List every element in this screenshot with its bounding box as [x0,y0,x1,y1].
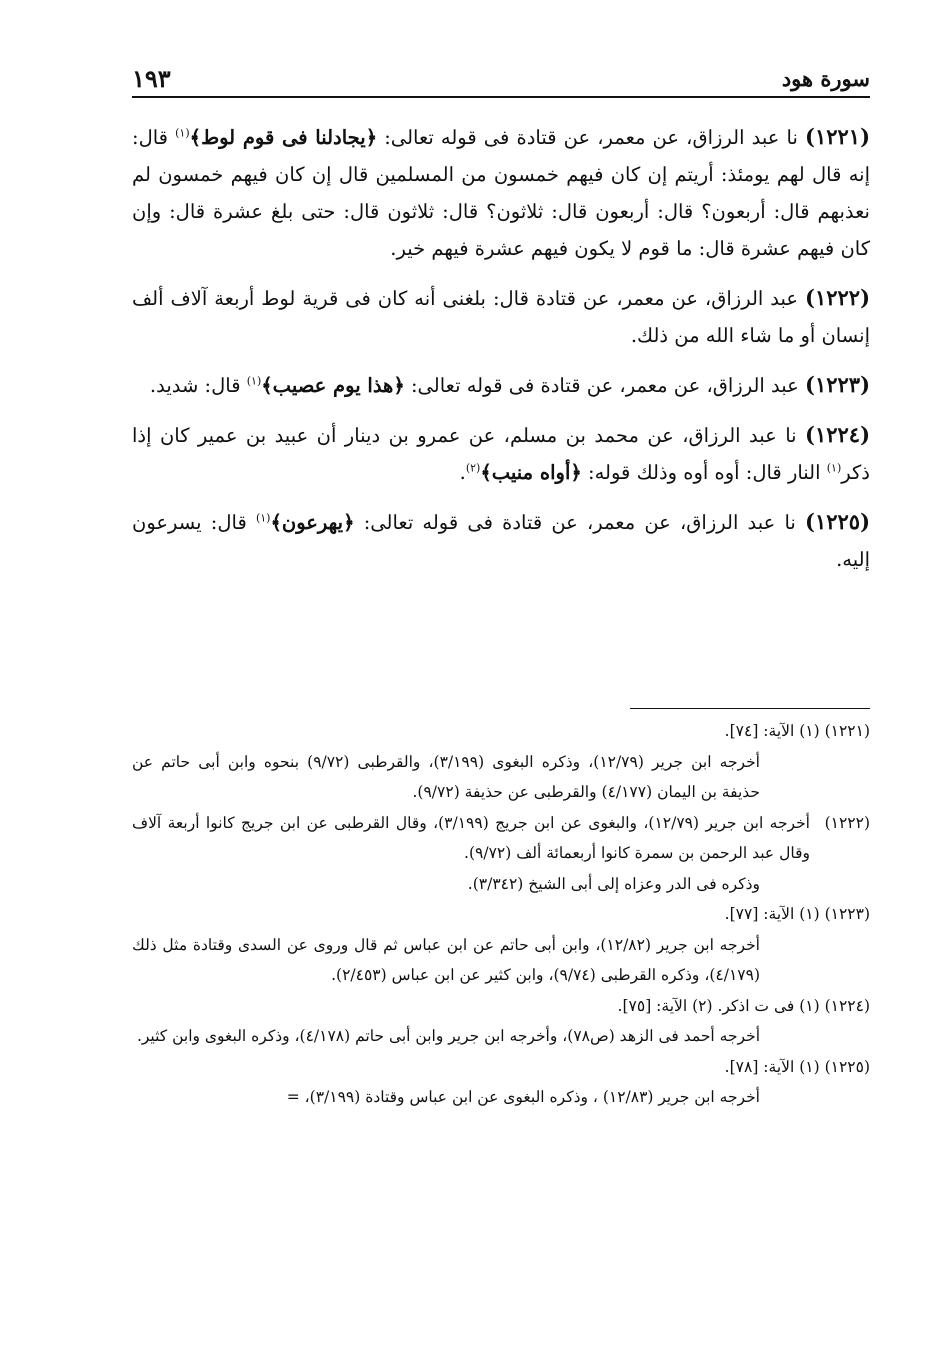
entry-1223 [132,366,870,404]
footnote-1222-body: أخرجه ابن جرير (١٢/٧٩)، والبغوى عن ابن جريج (٣/١٩٩)، وقال القرطبى عن ابن جريج كانوا أربعة آلاف وقال عبد الرحمن بن سمرة كانوا أربعمائة ألف (٩/٧٢). [132,813,810,862]
entry-text: قال: إنه قال لهم يومئذ: أريتم إن كان فيهم خمسون من المسلمين قال إن كان فيهم خمسون لم نعذبهم قال: أربعون؟ قال: أربعون قال: ثلاثون؟ قال: ثلاثون قال: حتى بلغ عشرة قال: وإن كان فيهم عشرة قال: ما قوم لا يكون فيهم عشرة فيهم خير. [132,126,870,260]
entry-text: قال: يسرعون إليه. [132,511,870,571]
header-rule [132,96,870,98]
entry-text: النار قال: أوه أوه وذلك قوله: [581,461,827,484]
footnote-marker: (٢) [465,461,481,475]
footnote-label: (١٢٢٢) [824,813,870,832]
footnote-separator [630,708,870,709]
page-header [132,62,870,94]
footnote-marker: (١) [826,461,842,475]
entry-text: عبد الرزاق، عن معمر، عن قتادة فى قوله تعالى: [404,374,805,397]
entry-number: (١٢٢٤) [805,422,870,447]
main-text [132,118,870,590]
footnote-1224-head: (١٢٢٤) (١) فى ت اذكر. (٢) الآية: [٧٥]. [617,996,870,1015]
entry-number: (١٢٢١) [805,124,871,149]
footnote-marker: (١) [255,511,271,525]
entry-text: عبد الرزاق، عن معمر، عن قتادة قال: بلغنى أنه كان فى قرية لوط أربعة آلاف ألف إنسان أو ما شاء الله من ذلك. [132,287,870,347]
entry-1221 [132,118,870,267]
footnote-1221-head: (١٢٢١) (١) الآية: [٧٤]. [724,722,870,740]
entry-1224 [132,416,870,491]
quran-verse: ﴿يهرعون﴾ [270,511,355,534]
footnote-1221-body: أخرجه ابن جرير (١٢/٧٩)، وذكره البغوى (٣/١٩٩)، والقرطبى (٩/٧٢) بنحوه وابن أبى حاتم عن حذيفة بن اليمان (٤/١٧٧) والقرطبى عن حذيفة (٩/٧٢). [132,752,760,801]
footnote-1224-body: أخرجه أحمد فى الزهد (ص٧٨)، وأخرجه ابن جرير وابن أبى حاتم (٤/١٧٨)، وذكره البغوى وابن كثير. [136,1027,760,1045]
footnote-1223-body: أخرجه ابن جرير (١٢/٨٢)، وابن أبى حاتم عن ابن عباس ثم قال وروى عن السدى وقتادة مثل ذلك (٤/١٧٩)، وذكره القرطبى (٩/٧٤)، وابن كثير عن ابن عباس (٢/٤٥٣). [132,935,760,984]
entry-text: نا عبد الرزاق، عن معمر، عن قتادة فى قوله تعالى: [377,126,806,149]
chapter-title: سورة هود [781,65,870,91]
entry-text: نا عبد الرزاق، عن محمد بن مسلم، عن عمرو بن دينار أن عبيد بن عمير كان إذا ذكر [132,424,870,484]
entry-1225 [132,503,870,578]
entry-number: (١٢٢٥) [805,509,870,534]
quran-verse: ﴿هذا يوم عصيب﴾ [261,374,405,397]
footnote-1222-body2: وذكره فى الدر وعزاه إلى أبى الشيخ (٣/٣٤٢). [467,874,760,893]
footnote-marker: (١) [175,126,190,140]
entry-number: (١٢٢٢) [805,285,870,310]
entry-text: قال: شديد. [149,374,247,397]
page-number: ١٩٣ [132,63,171,93]
footnote-1222 [132,808,870,869]
footnote-marker: (١) [246,374,262,388]
entry-text: نا عبد الرزاق، عن معمر، عن قتادة فى قوله تعالى: [354,511,805,534]
quran-verse: ﴿يجادلنا فى قوم لوط﴾ [189,126,378,149]
entry-text: . [459,461,466,484]
entry-number: (١٢٢٣) [805,372,870,397]
footnote-1225-head: (١٢٢٥) (١) الآية: [٧٨]. [724,1057,870,1076]
footnote-1225-body: أخرجه ابن جرير (١٢/٨٣) ، وذكره البغوى عن ابن عباس وقتادة (٣/١٩٩)، = [286,1088,760,1106]
entry-1222 [132,279,870,354]
footnotes [132,716,870,1113]
footnote-1223-head: (١٢٢٣) (١) الآية: [٧٧]. [724,905,870,923]
quran-verse: ﴿أواه منيب﴾ [480,461,582,484]
